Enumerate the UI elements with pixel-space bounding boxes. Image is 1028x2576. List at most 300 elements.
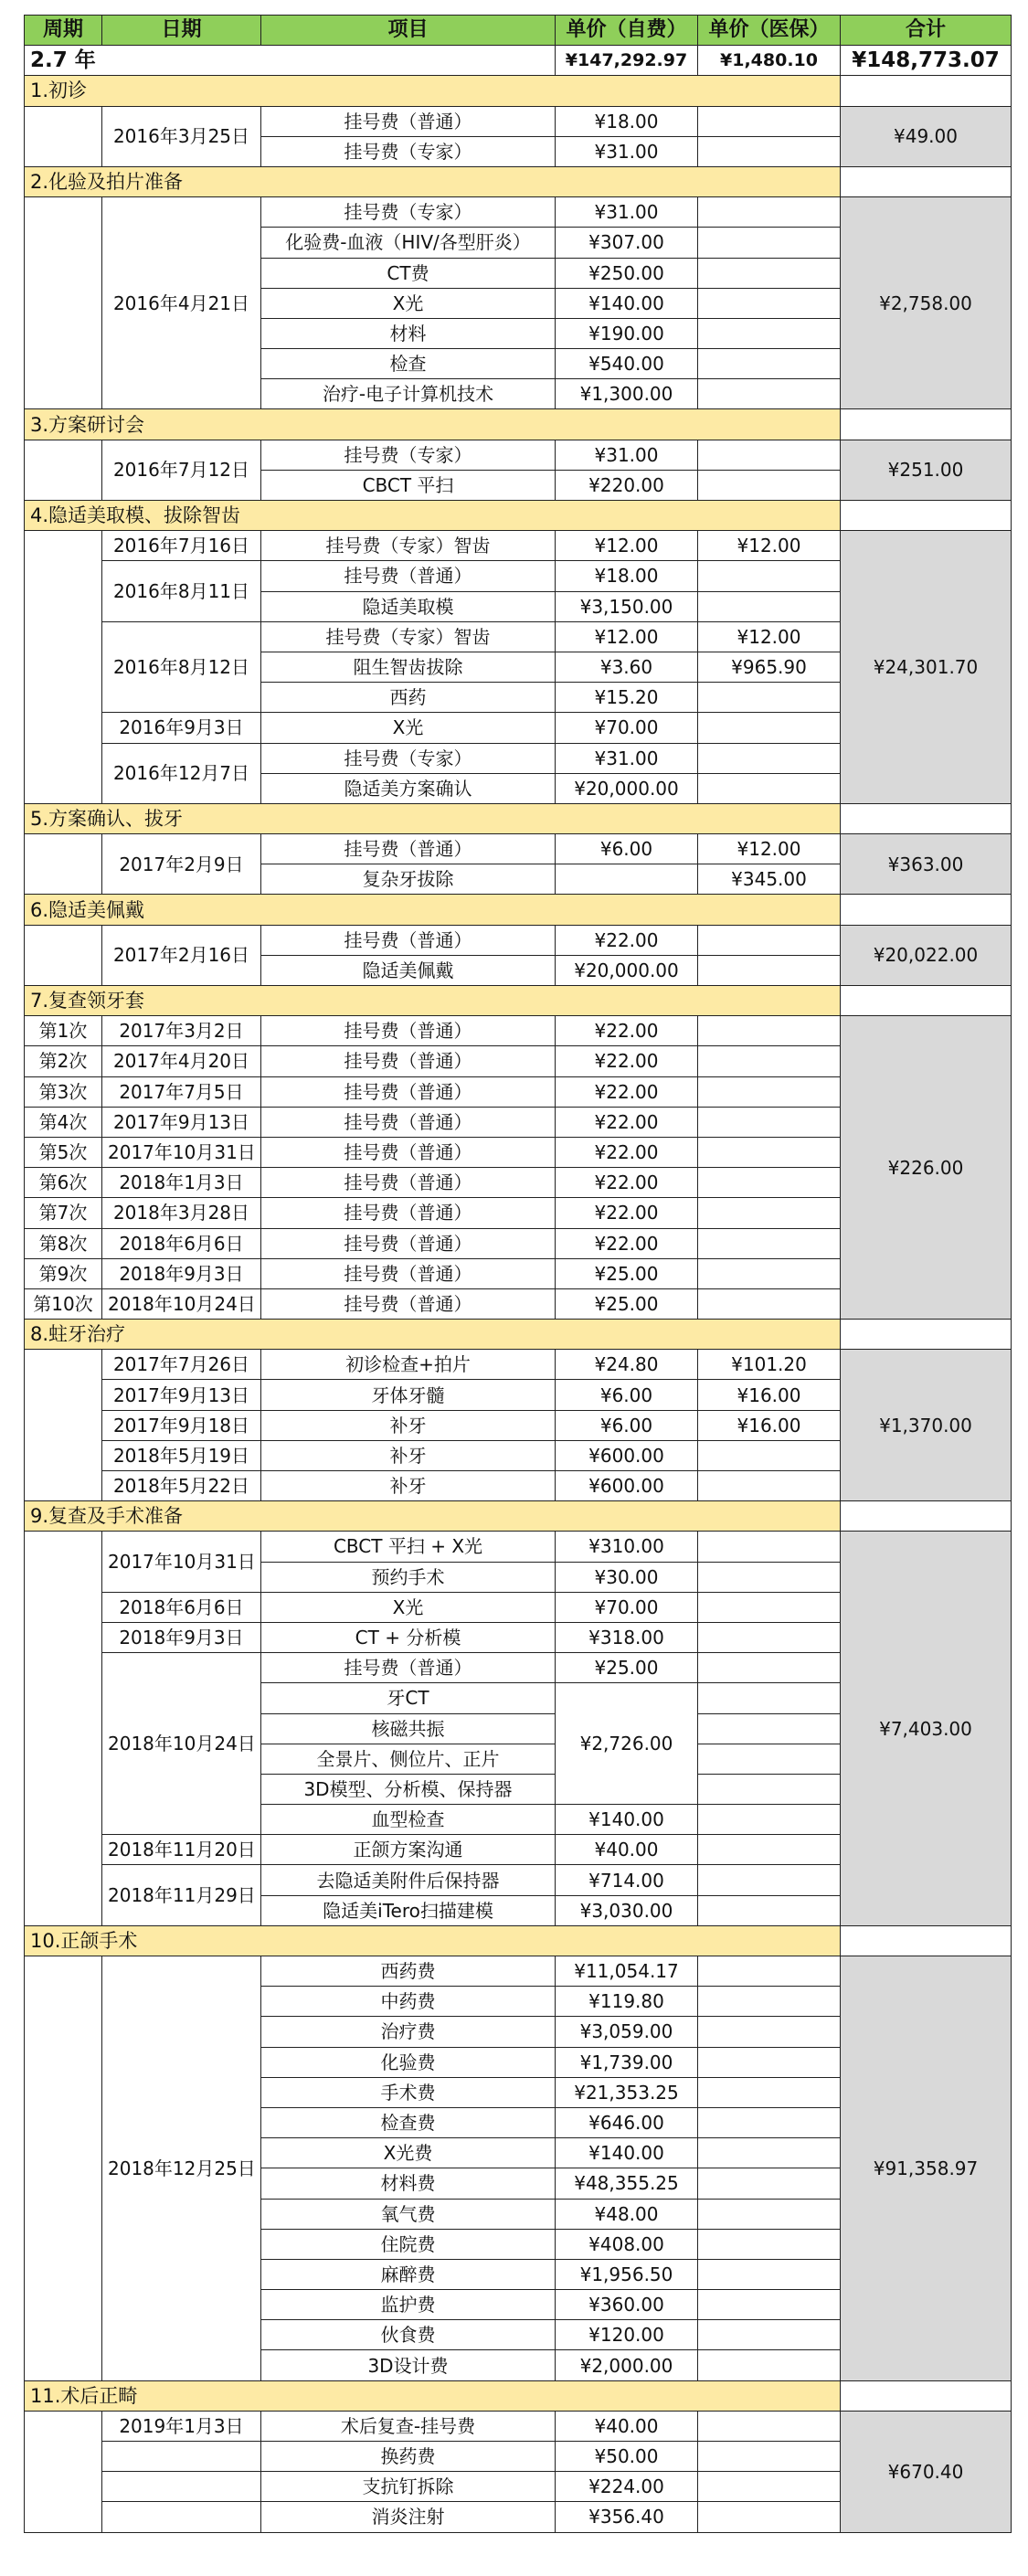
item-cell[interactable]: 挂号费（普通） [261,1137,556,1167]
date-cell[interactable]: 2019年1月3日 [102,2411,261,2441]
self-pay-cell[interactable]: ¥22.00 [556,925,698,955]
section-title[interactable]: 4.隐适美取模、拔除智齿 [25,501,841,531]
self-pay-cell[interactable]: ¥360.00 [556,2290,698,2320]
insurance-cell[interactable] [698,1592,841,1622]
insurance-cell[interactable] [698,2199,841,2229]
item-cell[interactable]: 氧气费 [261,2199,556,2229]
item-cell[interactable]: 挂号费（专家） [261,136,556,166]
self-pay-cell[interactable]: ¥1,300.00 [556,379,698,409]
insurance-cell[interactable] [698,2411,841,2441]
self-pay-cell[interactable]: ¥40.00 [556,2411,698,2441]
item-cell[interactable]: 去隐适美附件后保持器 [261,1865,556,1895]
section-header-blank[interactable] [841,166,1012,196]
self-pay-cell[interactable]: ¥250.00 [556,258,698,288]
date-cell[interactable]: 2018年3月28日 [102,1198,261,1228]
insurance-cell[interactable] [698,2290,841,2320]
item-cell[interactable]: 补牙 [261,1471,556,1501]
section-total-cell[interactable]: ¥49.00 [841,106,1012,166]
self-pay-cell[interactable]: ¥12.00 [556,531,698,561]
insurance-cell[interactable] [698,955,841,985]
date-cell[interactable]: 2018年10月24日 [102,1288,261,1319]
item-cell[interactable]: 西药 [261,683,556,713]
item-cell[interactable]: 检查 [261,349,556,379]
item-cell[interactable]: 挂号费（专家）智齿 [261,621,556,652]
item-cell[interactable]: 换药费 [261,2442,556,2472]
self-pay-cell[interactable]: ¥20,000.00 [556,955,698,985]
self-pay-cell[interactable]: ¥12.00 [556,621,698,652]
date-cell[interactable]: 2016年7月16日 [102,531,261,561]
item-cell[interactable]: 挂号费（普通） [261,561,556,591]
period-cell[interactable] [25,834,102,895]
date-cell[interactable]: 2018年6月6日 [102,1228,261,1258]
section-title[interactable]: 9.复查及手术准备 [25,1501,841,1532]
date-cell[interactable]: 2018年9月3日 [102,1622,261,1652]
self-pay-cell[interactable]: ¥190.00 [556,318,698,348]
date-cell[interactable]: 2017年7月5日 [102,1076,261,1107]
self-pay-cell[interactable]: ¥50.00 [556,2442,698,2472]
date-cell[interactable]: 2016年8月12日 [102,621,261,713]
insurance-cell[interactable] [698,1895,841,1925]
insurance-cell[interactable] [698,2107,841,2137]
section-total-cell[interactable]: ¥226.00 [841,1016,1012,1320]
self-pay-cell[interactable]: ¥22.00 [556,1016,698,1046]
item-cell[interactable]: 挂号费（普通） [261,834,556,864]
insurance-cell[interactable] [698,1258,841,1288]
self-pay-cell[interactable]: ¥22.00 [556,1107,698,1137]
self-pay-cell[interactable] [556,864,698,895]
item-cell[interactable]: 挂号费（普通） [261,1076,556,1107]
date-cell[interactable]: 2017年3月2日 [102,1016,261,1046]
item-cell[interactable]: 核磁共振 [261,1713,556,1744]
date-cell[interactable]: 2016年9月3日 [102,713,261,743]
self-pay-cell[interactable]: ¥2,000.00 [556,2350,698,2380]
section-title[interactable]: 11.术后正畸 [25,2380,841,2411]
period-cell[interactable]: 第2次 [25,1046,102,1076]
item-cell[interactable]: 挂号费（普通） [261,1016,556,1046]
section-header-blank[interactable] [841,1925,1012,1956]
item-cell[interactable]: 住院费 [261,2229,556,2259]
insurance-cell[interactable] [698,2502,841,2532]
self-pay-cell[interactable]: ¥120.00 [556,2320,698,2350]
item-cell[interactable]: 化验费-血液（HIV/各型肝炎） [261,228,556,258]
item-cell[interactable]: 血型检查 [261,1805,556,1835]
item-cell[interactable]: 牙体牙髓 [261,1380,556,1410]
item-cell[interactable]: 化验费 [261,2047,556,2077]
insurance-cell[interactable] [698,1653,841,1683]
section-header-blank[interactable] [841,1320,1012,1350]
insurance-cell[interactable] [698,1107,841,1137]
insurance-cell[interactable] [698,2442,841,2472]
self-pay-cell[interactable]: ¥18.00 [556,561,698,591]
date-cell[interactable]: 2017年10月31日 [102,1532,261,1592]
item-cell[interactable]: 中药费 [261,1987,556,2017]
item-cell[interactable]: 挂号费（普通） [261,925,556,955]
item-cell[interactable]: 隐适美取模 [261,591,556,621]
self-pay-cell[interactable]: ¥21,353.25 [556,2077,698,2107]
insurance-cell[interactable]: ¥12.00 [698,834,841,864]
self-pay-cell[interactable]: ¥140.00 [556,1805,698,1835]
item-cell[interactable]: 监护费 [261,2290,556,2320]
item-cell[interactable]: CBCT 平扫 [261,470,556,500]
period-cell[interactable]: 第10次 [25,1288,102,1319]
date-cell[interactable] [102,2472,261,2502]
self-pay-cell[interactable]: ¥25.00 [556,1288,698,1319]
item-cell[interactable]: 阻生智齿拔除 [261,652,556,682]
period-cell[interactable]: 第1次 [25,1016,102,1046]
self-pay-cell[interactable]: ¥3,030.00 [556,1895,698,1925]
self-pay-cell[interactable]: ¥25.00 [556,1653,698,1683]
self-pay-cell[interactable]: ¥31.00 [556,743,698,773]
self-pay-cell[interactable]: ¥224.00 [556,2472,698,2502]
self-pay-cell[interactable]: ¥11,054.17 [556,1956,698,1987]
section-title[interactable]: 1.初诊 [25,76,841,106]
insurance-cell[interactable] [698,1168,841,1198]
insurance-cell[interactable] [698,1805,841,1835]
self-pay-cell[interactable]: ¥714.00 [556,1865,698,1895]
item-cell[interactable]: 初诊检查+拍片 [261,1350,556,1380]
self-pay-cell[interactable]: ¥22.00 [556,1228,698,1258]
insurance-cell[interactable] [698,228,841,258]
self-pay-cell[interactable]: ¥48.00 [556,2199,698,2229]
date-cell[interactable]: 2018年10月24日 [102,1653,261,1835]
period-cell[interactable] [25,197,102,409]
insurance-cell[interactable] [698,2350,841,2380]
section-total-cell[interactable]: ¥91,358.97 [841,1956,1012,2381]
self-pay-cell[interactable]: ¥3,059.00 [556,2017,698,2047]
section-title[interactable]: 7.复查领牙套 [25,986,841,1016]
period-cell[interactable] [25,1956,102,2381]
period-cell[interactable]: 第6次 [25,1168,102,1198]
period-cell[interactable]: 第4次 [25,1107,102,1137]
self-pay-cell[interactable]: ¥318.00 [556,1622,698,1652]
self-pay-cell[interactable]: ¥22.00 [556,1168,698,1198]
item-cell[interactable]: CBCT 平扫 + X光 [261,1532,556,1562]
insurance-cell[interactable]: ¥345.00 [698,864,841,895]
self-pay-cell[interactable]: ¥24.80 [556,1350,698,1380]
self-pay-cell[interactable]: ¥119.80 [556,1987,698,2017]
date-cell[interactable]: 2017年4月20日 [102,1046,261,1076]
self-pay-cell[interactable]: ¥30.00 [556,1562,698,1592]
item-cell[interactable]: CT + 分析模 [261,1622,556,1652]
item-cell[interactable]: 伙食费 [261,2320,556,2350]
insurance-cell[interactable] [698,258,841,288]
insurance-cell[interactable] [698,1016,841,1046]
item-cell[interactable]: 复杂牙拔除 [261,864,556,895]
item-cell[interactable]: 挂号费（普通） [261,1258,556,1288]
summary-total[interactable]: ¥148,773.07 [841,46,1012,76]
date-cell[interactable]: 2016年12月7日 [102,743,261,803]
period-cell[interactable]: 第7次 [25,1198,102,1228]
section-total-cell[interactable]: ¥363.00 [841,834,1012,895]
header-item[interactable]: 项目 [261,16,556,46]
date-cell[interactable]: 2017年9月18日 [102,1410,261,1440]
self-pay-cell[interactable]: ¥140.00 [556,2138,698,2168]
insurance-cell[interactable] [698,470,841,500]
item-cell[interactable]: X光 [261,1592,556,1622]
insurance-cell[interactable] [698,379,841,409]
item-cell[interactable]: 挂号费（普通） [261,1198,556,1228]
insurance-cell[interactable] [698,1865,841,1895]
self-pay-cell[interactable]: ¥3.60 [556,652,698,682]
insurance-cell[interactable] [698,1046,841,1076]
date-cell[interactable] [102,2442,261,2472]
item-cell[interactable]: 3D设计费 [261,2350,556,2380]
self-pay-cell[interactable]: ¥220.00 [556,470,698,500]
section-total-cell[interactable]: ¥20,022.00 [841,925,1012,985]
insurance-cell[interactable] [698,561,841,591]
insurance-cell[interactable] [698,2320,841,2350]
date-cell[interactable]: 2018年11月20日 [102,1835,261,1865]
item-cell[interactable]: 隐适美iTero扫描建模 [261,1895,556,1925]
insurance-cell[interactable]: ¥16.00 [698,1410,841,1440]
item-cell[interactable]: 挂号费（普通） [261,1046,556,1076]
self-pay-cell[interactable]: ¥540.00 [556,349,698,379]
insurance-cell[interactable] [698,925,841,955]
header-insurance[interactable]: 单价（医保） [698,16,841,46]
section-title[interactable]: 2.化验及拍片准备 [25,166,841,196]
date-cell[interactable]: 2018年1月3日 [102,1168,261,1198]
item-cell[interactable]: 挂号费（普通） [261,1653,556,1683]
item-cell[interactable]: 牙CT [261,1683,556,1713]
self-pay-cell[interactable]: ¥6.00 [556,834,698,864]
self-pay-cell[interactable]: ¥140.00 [556,288,698,318]
insurance-cell[interactable] [698,2047,841,2077]
self-pay-cell[interactable]: ¥18.00 [556,106,698,136]
date-cell[interactable]: 2016年4月21日 [102,197,261,409]
insurance-cell[interactable] [698,2138,841,2168]
date-cell[interactable]: 2018年9月3日 [102,1258,261,1288]
header-period[interactable]: 周期 [25,16,102,46]
section-header-blank[interactable] [841,895,1012,925]
item-cell[interactable]: 正颌方案沟通 [261,1835,556,1865]
item-cell[interactable]: 3D模型、分析模、保持器 [261,1774,556,1804]
summary-self-pay[interactable]: ¥147,292.97 [556,46,698,76]
section-title[interactable]: 6.隐适美佩戴 [25,895,841,925]
self-pay-cell[interactable]: ¥600.00 [556,1471,698,1501]
insurance-cell[interactable] [698,683,841,713]
self-pay-cell[interactable]: ¥20,000.00 [556,773,698,803]
date-cell[interactable]: 2017年10月31日 [102,1137,261,1167]
section-title[interactable]: 8.蛀牙治疗 [25,1320,841,1350]
self-pay-cell[interactable]: ¥1,739.00 [556,2047,698,2077]
date-cell[interactable]: 2017年7月26日 [102,1350,261,1380]
item-cell[interactable]: 术后复查-挂号费 [261,2411,556,2441]
self-pay-cell[interactable]: ¥1,956.50 [556,2259,698,2289]
insurance-cell[interactable] [698,1622,841,1652]
section-total-cell[interactable]: ¥251.00 [841,440,1012,500]
section-total-cell[interactable]: ¥1,370.00 [841,1350,1012,1501]
item-cell[interactable]: 材料 [261,318,556,348]
summary-insurance[interactable]: ¥1,480.10 [698,46,841,76]
date-cell[interactable]: 2018年6月6日 [102,1592,261,1622]
insurance-cell[interactable] [698,1532,841,1562]
item-cell[interactable]: 挂号费（专家） [261,440,556,470]
item-cell[interactable]: 隐适美方案确认 [261,773,556,803]
item-cell[interactable]: 治疗-电子计算机技术 [261,379,556,409]
item-cell[interactable]: X光 [261,713,556,743]
period-cell[interactable] [25,440,102,500]
self-pay-cell[interactable]: ¥408.00 [556,2229,698,2259]
insurance-cell[interactable] [698,1137,841,1167]
item-cell[interactable]: 挂号费（普通） [261,1288,556,1319]
insurance-cell[interactable] [698,1956,841,1987]
section-total-cell[interactable]: ¥24,301.70 [841,531,1012,804]
section-title[interactable]: 10.正颌手术 [25,1925,841,1956]
insurance-cell[interactable] [698,1987,841,2017]
self-pay-cell[interactable]: ¥31.00 [556,440,698,470]
insurance-cell[interactable] [698,1835,841,1865]
insurance-cell[interactable] [698,743,841,773]
item-cell[interactable]: 补牙 [261,1410,556,1440]
summary-period[interactable]: 2.7 年 [25,46,556,76]
date-cell[interactable]: 2016年8月11日 [102,561,261,621]
self-pay-cell[interactable]: ¥310.00 [556,1532,698,1562]
period-cell[interactable] [25,2411,102,2532]
header-self-pay[interactable]: 单价（自费） [556,16,698,46]
period-cell[interactable] [25,1350,102,1501]
insurance-cell[interactable] [698,1713,841,1744]
self-pay-cell[interactable]: ¥31.00 [556,136,698,166]
item-cell[interactable]: X光费 [261,2138,556,2168]
self-pay-cell[interactable]: ¥6.00 [556,1410,698,1440]
date-cell[interactable]: 2018年12月25日 [102,1956,261,2381]
insurance-cell[interactable] [698,2259,841,2289]
period-cell[interactable] [25,106,102,166]
item-cell[interactable]: 西药费 [261,1956,556,1987]
item-cell[interactable]: 预约手术 [261,1562,556,1592]
item-cell[interactable]: 挂号费（专家） [261,743,556,773]
item-cell[interactable]: 检查费 [261,2107,556,2137]
date-cell[interactable]: 2017年9月13日 [102,1107,261,1137]
self-pay-cell[interactable]: ¥48,355.25 [556,2168,698,2199]
self-pay-cell[interactable]: ¥70.00 [556,713,698,743]
insurance-cell[interactable] [698,1471,841,1501]
item-cell[interactable]: 挂号费（普通） [261,1168,556,1198]
section-title[interactable]: 3.方案研讨会 [25,409,841,440]
insurance-cell[interactable] [698,2472,841,2502]
insurance-cell[interactable] [698,1683,841,1713]
self-pay-cell[interactable]: ¥356.40 [556,2502,698,2532]
item-cell[interactable]: 挂号费（普通） [261,106,556,136]
item-cell[interactable]: 手术费 [261,2077,556,2107]
self-pay-cell[interactable]: ¥307.00 [556,228,698,258]
item-cell[interactable]: 补牙 [261,1440,556,1470]
item-cell[interactable]: 挂号费（普通） [261,1107,556,1137]
insurance-cell[interactable] [698,349,841,379]
section-total-cell[interactable]: ¥670.40 [841,2411,1012,2532]
self-pay-cell[interactable]: ¥22.00 [556,1076,698,1107]
section-header-blank[interactable] [841,1501,1012,1532]
self-pay-cell[interactable]: ¥646.00 [556,2107,698,2137]
section-header-blank[interactable] [841,501,1012,531]
insurance-cell[interactable] [698,288,841,318]
insurance-cell[interactable]: ¥101.20 [698,1350,841,1380]
item-cell[interactable]: 挂号费（普通） [261,1228,556,1258]
item-cell[interactable]: X光 [261,288,556,318]
insurance-cell[interactable] [698,106,841,136]
self-pay-cell[interactable]: ¥2,726.00 [556,1683,698,1805]
insurance-cell[interactable]: ¥12.00 [698,621,841,652]
insurance-cell[interactable] [698,2168,841,2199]
self-pay-cell[interactable]: ¥25.00 [556,1258,698,1288]
insurance-cell[interactable] [698,318,841,348]
insurance-cell[interactable] [698,136,841,166]
item-cell[interactable]: 消炎注射 [261,2502,556,2532]
section-header-blank[interactable] [841,803,1012,833]
date-cell[interactable]: 2018年5月22日 [102,1471,261,1501]
insurance-cell[interactable] [698,591,841,621]
period-cell[interactable]: 第8次 [25,1228,102,1258]
period-cell[interactable]: 第3次 [25,1076,102,1107]
self-pay-cell[interactable]: ¥22.00 [556,1198,698,1228]
item-cell[interactable]: CT费 [261,258,556,288]
self-pay-cell[interactable]: ¥70.00 [556,1592,698,1622]
insurance-cell[interactable] [698,773,841,803]
date-cell[interactable]: 2017年2月9日 [102,834,261,895]
insurance-cell[interactable] [698,1744,841,1774]
insurance-cell[interactable] [698,713,841,743]
self-pay-cell[interactable]: ¥15.20 [556,683,698,713]
insurance-cell[interactable] [698,2017,841,2047]
item-cell[interactable]: 全景片、侧位片、正片 [261,1744,556,1774]
section-header-blank[interactable] [841,409,1012,440]
item-cell[interactable]: 挂号费（专家） [261,197,556,228]
period-cell[interactable]: 第9次 [25,1258,102,1288]
item-cell[interactable]: 挂号费（专家）智齿 [261,531,556,561]
date-cell[interactable]: 2016年7月12日 [102,440,261,500]
item-cell[interactable]: 隐适美佩戴 [261,955,556,985]
insurance-cell[interactable] [698,1288,841,1319]
insurance-cell[interactable] [698,1228,841,1258]
section-total-cell[interactable]: ¥2,758.00 [841,197,1012,409]
section-header-blank[interactable] [841,2380,1012,2411]
insurance-cell[interactable] [698,1198,841,1228]
header-total[interactable]: 合计 [841,16,1012,46]
insurance-cell[interactable] [698,2229,841,2259]
date-cell[interactable]: 2018年11月29日 [102,1865,261,1925]
insurance-cell[interactable] [698,1076,841,1107]
insurance-cell[interactable] [698,1774,841,1804]
self-pay-cell[interactable]: ¥3,150.00 [556,591,698,621]
date-cell[interactable] [102,2502,261,2532]
date-cell[interactable]: 2016年3月25日 [102,106,261,166]
section-header-blank[interactable] [841,986,1012,1016]
section-total-cell[interactable]: ¥7,403.00 [841,1532,1012,1925]
section-title[interactable]: 5.方案确认、拔牙 [25,803,841,833]
section-header-blank[interactable] [841,76,1012,106]
item-cell[interactable]: 材料费 [261,2168,556,2199]
self-pay-cell[interactable]: ¥40.00 [556,1835,698,1865]
period-cell[interactable]: 第5次 [25,1137,102,1167]
period-cell[interactable] [25,1532,102,1925]
insurance-cell[interactable] [698,440,841,470]
self-pay-cell[interactable]: ¥31.00 [556,197,698,228]
period-cell[interactable] [25,925,102,985]
item-cell[interactable]: 麻醉费 [261,2259,556,2289]
self-pay-cell[interactable]: ¥600.00 [556,1440,698,1470]
self-pay-cell[interactable]: ¥22.00 [556,1046,698,1076]
date-cell[interactable]: 2018年5月19日 [102,1440,261,1470]
insurance-cell[interactable]: ¥16.00 [698,1380,841,1410]
period-cell[interactable] [25,531,102,804]
insurance-cell[interactable] [698,1440,841,1470]
insurance-cell[interactable]: ¥12.00 [698,531,841,561]
insurance-cell[interactable] [698,1562,841,1592]
insurance-cell[interactable]: ¥965.90 [698,652,841,682]
self-pay-cell[interactable]: ¥22.00 [556,1137,698,1167]
date-cell[interactable]: 2017年2月16日 [102,925,261,985]
header-date[interactable]: 日期 [102,16,261,46]
